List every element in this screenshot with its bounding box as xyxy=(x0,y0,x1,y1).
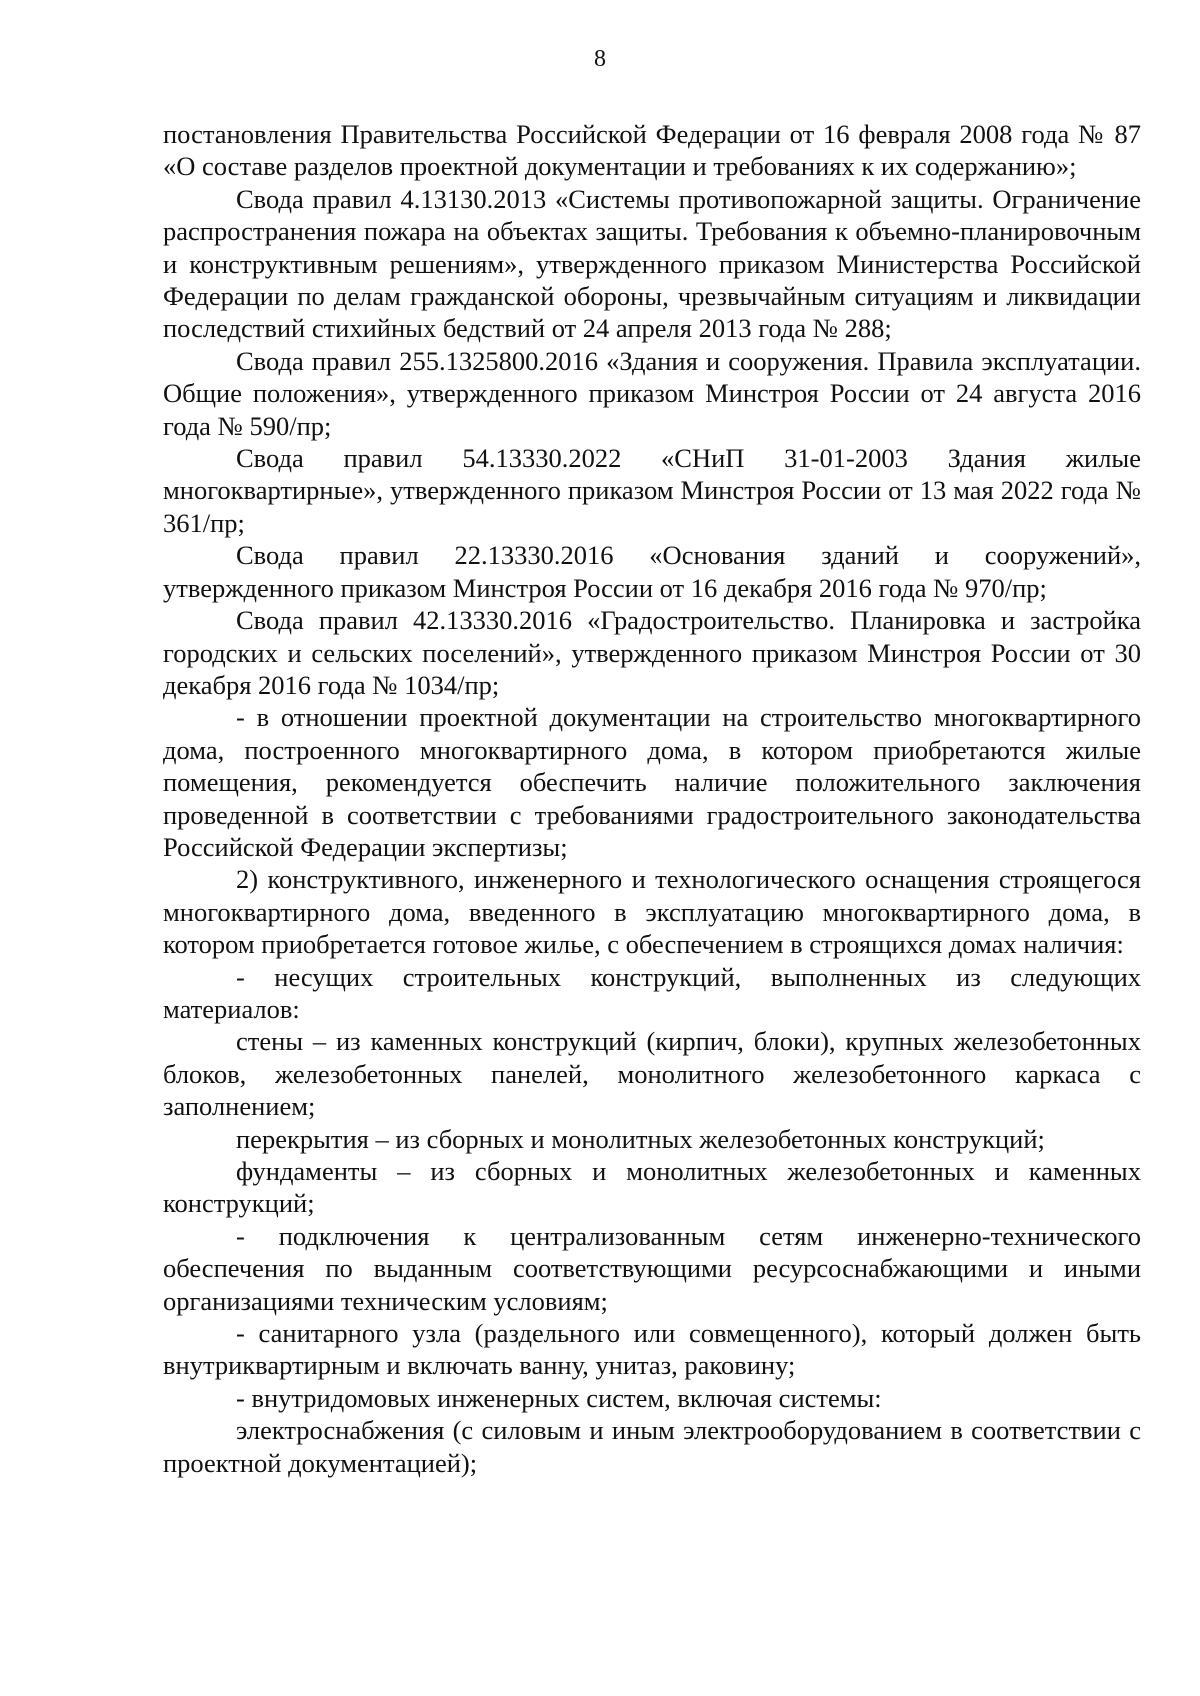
paragraph-floors: перекрытия – из сборных и монолитных железобетонных конструкций; xyxy=(236,1123,1045,1154)
paragraph-sp-22-13330: Свода правил 22.13330.2016 «Основания зданий и сооружений», утвержденного приказом Минстроя России от 16 декабря 2016 года № 970/пр; xyxy=(163,540,1141,603)
paragraph-in-house-systems: - внутридомовых инженерных систем, включая системы: xyxy=(236,1382,882,1413)
paragraph-sp-54-13330: Свода правил 54.13330.2022 «СНиП 31-01-2003 Здания жилые многоквартирные», утвержденного приказом Минстроя России от 13 мая 2022 года № 361/пр; xyxy=(163,443,1141,538)
paragraph-power-supply: электроснабжения (с силовым и иным электрооборудованием в соответствии с проектной документацией); xyxy=(163,1415,1141,1478)
page-number: 8 xyxy=(594,46,606,72)
paragraph-load-bearing-structures: - несущих строительных конструкций, выполненных из следующих материалов: xyxy=(163,961,1141,1024)
paragraph-sp-4-13130: Свода правил 4.13130.2013 «Системы противопожарной защиты. Ограничение распространения пожара на объектах защиты. Требования к объемно-планировочным и конструктивным решениям», утвержденного приказом Министерства Российской Федерации по делам гражданской обороны, чрезвычайным ситуациям и ликвидации последствий стихийных бедствий от 24 апреля 2013 года № 288; xyxy=(163,183,1141,344)
paragraph-expertise-recommendation: - в отношении проектной документации на строительство многоквартирного дома, построенного многоквартирного дома, в котором приобретаются жилые помещения, рекомендуется обеспечить наличие положительного заключения проведенной в соответствии с требованиями градостроительного законодательства Российской Федерации экспертизы; xyxy=(163,702,1141,862)
document-body xyxy=(163,118,1141,1479)
paragraph-sp-255-1325800: Свода правил 255.1325800.2016 «Здания и сооружения. Правила эксплуатации. Общие положения», утвержденного приказом Минстроя России от 24 августа 2016 года № 590/пр; xyxy=(163,345,1141,441)
paragraph-utility-connections: - подключения к централизованным сетям инженерно-технического обеспечения по выданным соответствующими ресурсоснабжающими и иными организациями техническим условиям; xyxy=(163,1220,1141,1316)
paragraph-sanitary-unit: - санитарного узла (раздельного или совмещенного), который должен быть внутриквартирным и включать ванну, унитаз, раковину; xyxy=(163,1318,1141,1381)
paragraph-gov-decree-continuation: постановления Правительства Российской Федерации от 16 февраля 2008 года № 87 «О составе разделов проектной документации и требованиях к их содержанию»; xyxy=(163,119,1141,182)
paragraph-walls: стены – из каменных конструкций (кирпич, блоки), крупных железобетонных блоков, железобетонных панелей, монолитного железобетонного каркаса с заполнением; xyxy=(163,1026,1141,1122)
paragraph-sp-42-13330: Свода правил 42.13330.2016 «Градостроительство. Планировка и застройка городских и сельских поселений», утвержденного приказом Минстроя России от 30 декабря 2016 года № 1034/пр; xyxy=(163,605,1141,700)
paragraph-item-2-equipment: 2) конструктивного, инженерного и технологического оснащения строящегося многоквартирного дома, введенного в эксплуатацию многоквартирного дома, в котором приобретается готовое жилье, с обеспечением в строящихся домах наличия: xyxy=(163,864,1141,960)
paragraph-foundations: фундаменты – из сборных и монолитных железобетонных и каменных конструкций; xyxy=(163,1156,1141,1219)
